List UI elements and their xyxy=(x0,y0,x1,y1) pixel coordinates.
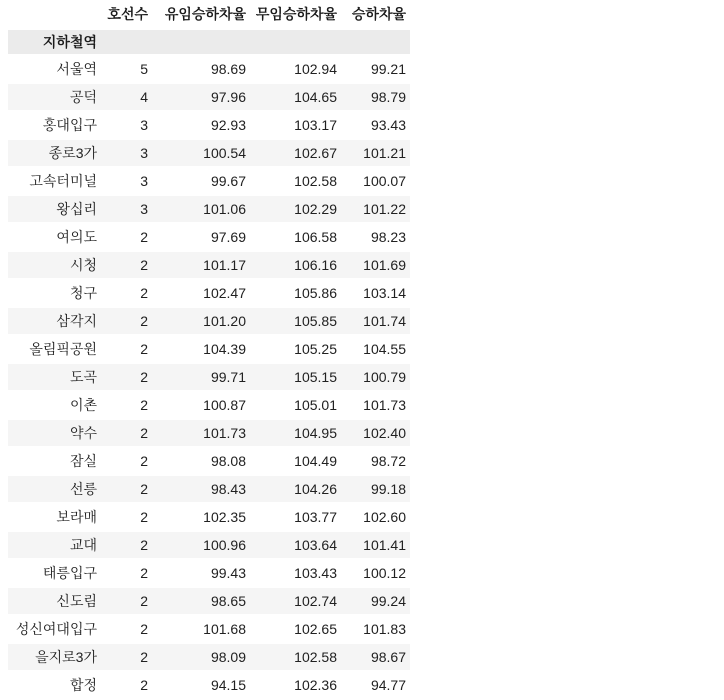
value-cell: 103.14 xyxy=(341,280,410,308)
value-cell: 5 xyxy=(101,56,152,84)
empty-header-cell xyxy=(152,30,250,56)
table-row xyxy=(8,392,410,420)
empty-header-cell xyxy=(101,30,152,56)
value-cell: 3 xyxy=(101,168,152,196)
value-cell: 3 xyxy=(101,140,152,168)
table-row xyxy=(8,448,410,476)
value-cell: 2 xyxy=(101,504,152,532)
column-header-line-count: 호선수 xyxy=(101,0,152,30)
value-cell: 2 xyxy=(101,448,152,476)
value-cell: 101.17 xyxy=(152,252,250,280)
value-cell: 98.65 xyxy=(152,588,250,616)
value-cell: 104.39 xyxy=(152,336,250,364)
value-cell: 103.64 xyxy=(250,532,341,560)
station-name-cell: 약수 xyxy=(8,420,101,448)
value-cell: 2 xyxy=(101,336,152,364)
value-cell: 98.72 xyxy=(341,448,410,476)
value-cell: 4 xyxy=(101,84,152,112)
station-name-cell: 성신여대입구 xyxy=(8,616,101,644)
value-cell: 103.17 xyxy=(250,112,341,140)
value-cell: 100.54 xyxy=(152,140,250,168)
value-cell: 98.09 xyxy=(152,644,250,672)
value-cell: 97.69 xyxy=(152,224,250,252)
value-cell: 2 xyxy=(101,476,152,504)
value-cell: 101.41 xyxy=(341,532,410,560)
table-row xyxy=(8,84,410,112)
value-cell: 102.47 xyxy=(152,280,250,308)
value-cell: 100.07 xyxy=(341,168,410,196)
value-cell: 99.71 xyxy=(152,364,250,392)
table-row xyxy=(8,560,410,588)
value-cell: 101.06 xyxy=(152,196,250,224)
table-row xyxy=(8,196,410,224)
value-cell: 100.79 xyxy=(341,364,410,392)
station-name-cell: 홍대입구 xyxy=(8,112,101,140)
value-cell: 103.77 xyxy=(250,504,341,532)
table-row xyxy=(8,588,410,616)
value-cell: 100.87 xyxy=(152,392,250,420)
value-cell: 2 xyxy=(101,672,152,700)
table-row xyxy=(8,616,410,644)
value-cell: 101.73 xyxy=(152,420,250,448)
value-cell: 102.60 xyxy=(341,504,410,532)
value-cell: 99.43 xyxy=(152,560,250,588)
table-row xyxy=(8,532,410,560)
table-row xyxy=(8,140,410,168)
value-cell: 92.93 xyxy=(152,112,250,140)
value-cell: 105.85 xyxy=(250,308,341,336)
value-cell: 98.67 xyxy=(341,644,410,672)
station-name-cell: 시청 xyxy=(8,252,101,280)
value-cell: 102.58 xyxy=(250,644,341,672)
value-cell: 99.21 xyxy=(341,56,410,84)
table-row xyxy=(8,644,410,672)
value-cell: 104.26 xyxy=(250,476,341,504)
station-name-cell: 교대 xyxy=(8,532,101,560)
station-name-cell: 여의도 xyxy=(8,224,101,252)
station-name-cell: 잠실 xyxy=(8,448,101,476)
station-name-cell: 종로3가 xyxy=(8,140,101,168)
value-cell: 102.40 xyxy=(341,420,410,448)
value-cell: 98.79 xyxy=(341,84,410,112)
column-header-row xyxy=(8,0,410,30)
index-name-cell: 지하철역 xyxy=(8,30,101,56)
value-cell: 102.65 xyxy=(250,616,341,644)
table-row xyxy=(8,336,410,364)
value-cell: 2 xyxy=(101,308,152,336)
value-cell: 101.68 xyxy=(152,616,250,644)
table-row xyxy=(8,168,410,196)
empty-header-cell xyxy=(250,30,341,56)
station-name-cell: 공덕 xyxy=(8,84,101,112)
table-header xyxy=(8,0,410,56)
value-cell: 99.18 xyxy=(341,476,410,504)
station-name-cell: 서울역 xyxy=(8,56,101,84)
value-cell: 101.69 xyxy=(341,252,410,280)
value-cell: 102.74 xyxy=(250,588,341,616)
value-cell: 102.29 xyxy=(250,196,341,224)
value-cell: 97.96 xyxy=(152,84,250,112)
value-cell: 101.74 xyxy=(341,308,410,336)
value-cell: 98.08 xyxy=(152,448,250,476)
station-name-cell: 삼각지 xyxy=(8,308,101,336)
value-cell: 2 xyxy=(101,560,152,588)
value-cell: 2 xyxy=(101,280,152,308)
table-row xyxy=(8,224,410,252)
value-cell: 105.86 xyxy=(250,280,341,308)
value-cell: 101.73 xyxy=(341,392,410,420)
value-cell: 100.12 xyxy=(341,560,410,588)
column-header-total-ratio: 승하차율 xyxy=(341,0,410,30)
value-cell: 102.35 xyxy=(152,504,250,532)
table-row xyxy=(8,364,410,392)
table-row xyxy=(8,56,410,84)
station-ridership-ratio-table xyxy=(8,0,410,700)
value-cell: 101.21 xyxy=(341,140,410,168)
table-row xyxy=(8,252,410,280)
station-name-cell: 을지로3가 xyxy=(8,644,101,672)
value-cell: 2 xyxy=(101,420,152,448)
value-cell: 94.77 xyxy=(341,672,410,700)
value-cell: 94.15 xyxy=(152,672,250,700)
value-cell: 2 xyxy=(101,364,152,392)
value-cell: 98.23 xyxy=(341,224,410,252)
value-cell: 101.22 xyxy=(341,196,410,224)
value-cell: 104.95 xyxy=(250,420,341,448)
table-row xyxy=(8,504,410,532)
value-cell: 105.01 xyxy=(250,392,341,420)
value-cell: 98.43 xyxy=(152,476,250,504)
value-cell: 102.94 xyxy=(250,56,341,84)
value-cell: 100.96 xyxy=(152,532,250,560)
index-name-row xyxy=(8,30,410,56)
column-header-free-ratio: 무임승하차율 xyxy=(250,0,341,30)
value-cell: 2 xyxy=(101,392,152,420)
table-row xyxy=(8,420,410,448)
table-body xyxy=(8,56,410,700)
table-row xyxy=(8,280,410,308)
value-cell: 3 xyxy=(101,112,152,140)
value-cell: 102.58 xyxy=(250,168,341,196)
value-cell: 99.67 xyxy=(152,168,250,196)
column-header-paid-ratio: 유임승하차율 xyxy=(152,0,250,30)
value-cell: 103.43 xyxy=(250,560,341,588)
value-cell: 93.43 xyxy=(341,112,410,140)
station-name-cell: 태릉입구 xyxy=(8,560,101,588)
value-cell: 104.55 xyxy=(341,336,410,364)
value-cell: 106.16 xyxy=(250,252,341,280)
station-name-cell: 고속터미널 xyxy=(8,168,101,196)
value-cell: 102.36 xyxy=(250,672,341,700)
table-row xyxy=(8,112,410,140)
value-cell: 2 xyxy=(101,644,152,672)
station-name-cell: 선릉 xyxy=(8,476,101,504)
table-row xyxy=(8,476,410,504)
value-cell: 2 xyxy=(101,224,152,252)
value-cell: 2 xyxy=(101,588,152,616)
station-name-cell: 도곡 xyxy=(8,364,101,392)
station-name-cell: 합정 xyxy=(8,672,101,700)
station-name-cell: 이촌 xyxy=(8,392,101,420)
station-name-cell: 왕십리 xyxy=(8,196,101,224)
empty-header-cell xyxy=(341,30,410,56)
station-name-cell: 신도림 xyxy=(8,588,101,616)
value-cell: 98.69 xyxy=(152,56,250,84)
value-cell: 104.65 xyxy=(250,84,341,112)
value-cell: 3 xyxy=(101,196,152,224)
value-cell: 101.20 xyxy=(152,308,250,336)
table-row xyxy=(8,308,410,336)
value-cell: 2 xyxy=(101,252,152,280)
station-name-cell: 청구 xyxy=(8,280,101,308)
value-cell: 104.49 xyxy=(250,448,341,476)
station-name-cell: 보라매 xyxy=(8,504,101,532)
value-cell: 2 xyxy=(101,532,152,560)
value-cell: 101.83 xyxy=(341,616,410,644)
value-cell: 99.24 xyxy=(341,588,410,616)
value-cell: 105.15 xyxy=(250,364,341,392)
value-cell: 106.58 xyxy=(250,224,341,252)
station-name-cell: 올림픽공원 xyxy=(8,336,101,364)
value-cell: 2 xyxy=(101,616,152,644)
index-corner-cell xyxy=(8,0,101,30)
table-row xyxy=(8,672,410,700)
value-cell: 102.67 xyxy=(250,140,341,168)
value-cell: 105.25 xyxy=(250,336,341,364)
